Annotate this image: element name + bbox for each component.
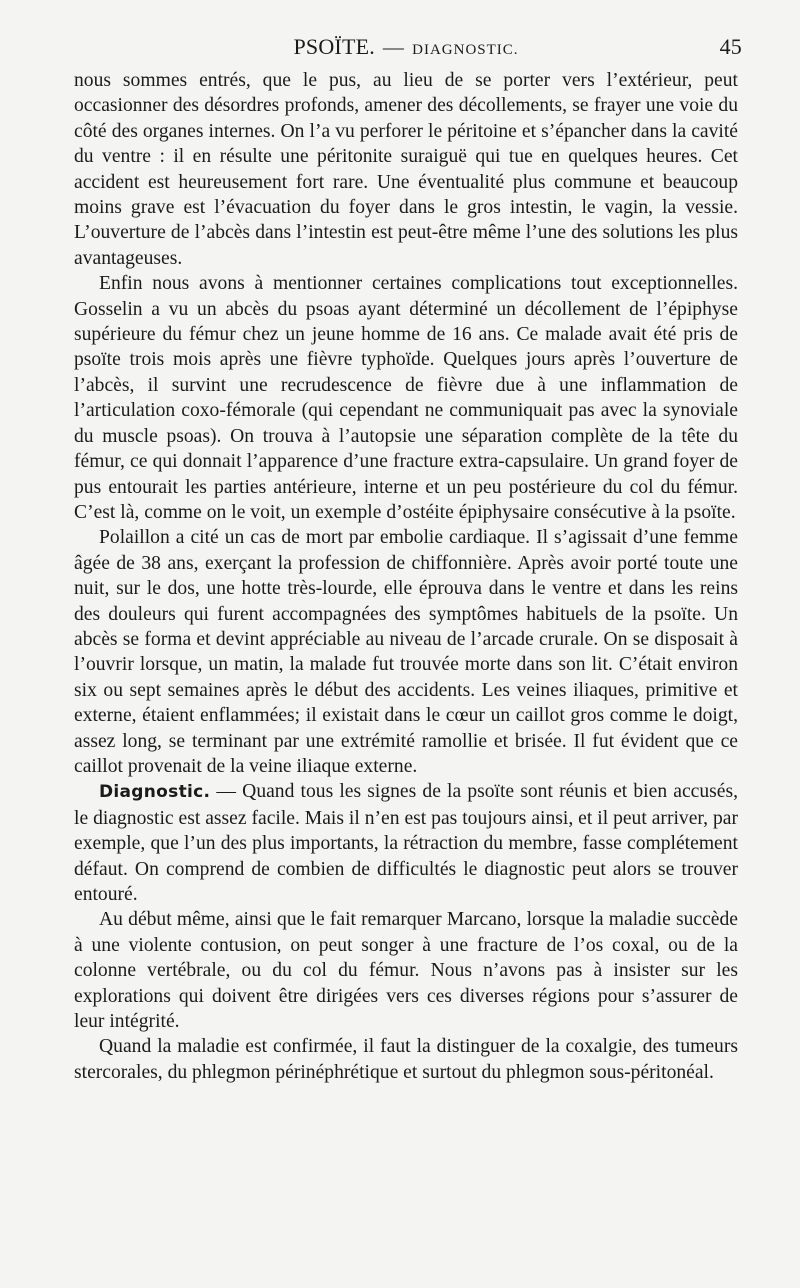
section-title: DIAGNOSTIC. — [412, 42, 519, 58]
chapter-title: PSOÏTE. — [293, 34, 375, 59]
paragraph-gosselin-case: Enfin nous avons à mentionner certaines complications tout exceptionnelles. Gosselin a vu un abcès du psoas ayant déterminé un décollement de l’épiphyse supérieure du fémur chez un jeune homme de 16 ans. Ce malade avait été pris de psoïte trois mois après une fièvre typhoïde. Quelques jours après l’ouverture de l’abcès, il survint une recrudescence de fièvre due à une inflammation de l’articulation coxo-fémorale (qui cependant ne communiquait pas avec la synoviale du muscle psoas). On trouva à l’autopsie une séparation complète de la tête du fémur, ce qui donnait l’apparence d’une fracture extra-capsulaire. Un grand foyer de pus entourait les parties antérieure, interne et un peu postérieure du col du fémur. C’est là, comme on le voit, un exemple d’ostéite épiphysaire consécutive à la psoïte. — [74, 273, 738, 523]
title-dash: — — [382, 35, 405, 59]
paragraph-diagnostic — [74, 779, 738, 907]
paragraph-differential: Quand la maladie est confirmée, il faut la distinguer de la coxalgie, des tumeurs stercorales, du phlegmon périnéphrétique et surtout du phlegmon sous-péritonéal. — [74, 1036, 738, 1083]
running-title — [74, 34, 738, 60]
section-heading: Diagnostic. — [99, 782, 211, 803]
paragraph-polaillon-case: Polaillon a cité un cas de mort par embolie cardiaque. Il s’agissait d’une femme âgée de 38 ans, exerçant la profession de chiffonnière. Après avoir porté toute une nuit, sur le dos, une hotte très-lourde, elle éprouva dans le ventre et dans les reins des douleurs qui furent accompagnées des symptômes habituels de la psoïte. Un abcès se forma et devint appréciable au niveau de l’arcade crurale. On se disposait à l’ouvrir lorsque, un matin, la malade fut trouvée morte dans son lit. C’était environ six ou sept semaines après le début des accidents. Les veines iliaques, primitive et externe, étaient enflammées; il existait dans le cœur un caillot gros comme le doigt, assez long, se terminant par une extrémité ramollie et brisée. Il fut évident que ce caillot provenait de la veine iliaque externe. — [74, 527, 738, 777]
running-head — [74, 34, 742, 68]
paragraph-marcano: Au début même, ainsi que le fait remarquer Marcano, lorsque la maladie succède à une violente contusion, on peut songer à une fracture de l’os coxal, ou de la colonne vertébrale, ou du col du fémur. Nous n’avons pas à insister sur les explorations qui doivent être dirigées vers ces diverses régions pour s’assurer de leur intégrité. — [74, 909, 738, 1033]
diagnostic-text: — Quand tous les signes de la psoïte sont réunis et bien accusés, le diagnostic est assez facile. Mais il n’en est pas toujours ainsi, et il peut arriver, par exemple, que l’un des plus importants, la rétraction du membre, fasse complétement défaut. On comprend de combien de difficultés le diagnostic peut alors se trouver entouré. — [74, 781, 738, 905]
body-text — [74, 68, 738, 1085]
page-number: 45 — [719, 34, 742, 59]
paragraph-continued: nous sommes entrés, que le pus, au lieu de se porter vers l’extérieur, peut occasionner des désordres profonds, amener des décollements, se frayer une voie du côté des organes internes. On l’a vu perforer le péritoine et s’épancher dans la cavité du ventre : il en résulte une péritonite suraiguë qui tue en quelques heures. Cet accident est heureusement fort rare. Une éventualité plus commune et beaucoup moins grave est l’évacuation du foyer dans le gros intestin, le vagin, la vessie. L’ouverture de l’abcès dans l’intestin est peut-être même l’une des solutions les plus avantageuses. — [74, 70, 738, 269]
